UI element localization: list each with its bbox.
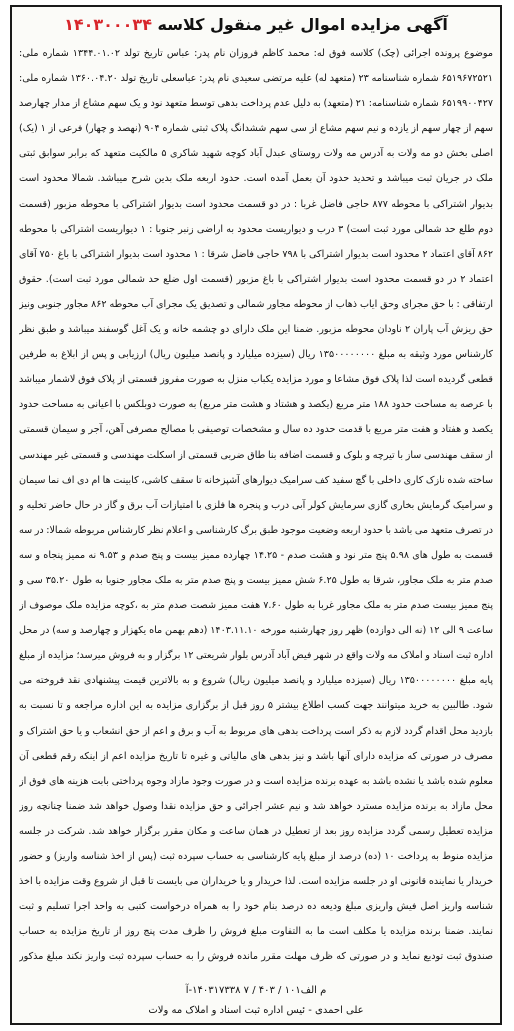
notice-case-number: ۱۴۰۳۰۰۰۳۴ <box>64 15 152 34</box>
notice-body: موضوع پرونده اجرائی (چک) کلاسه فوق له: محمد کاظم فروزان نام پدر: عباس تاریخ تولد ۱۳۴۴.۰۱.۰۲ شماره ملی: ۶۵۱۹۶۷۲۵۲۱ شماره شناسنامه ۲۳ (متعهد له) علیه مرتضی سعیدی نام پدر: عباسعلی تاریخ تولد ۱۳۶۰.۰۴.۲۰ شماره ملی: ۶۵۱۹۹۰۰۴۲۷ شماره شناسنامه: ۲۱ (متعهد) به دلیل عدم پرداخت بدهی توسط متعهد نود و یک سهم مشاع از مدار چهارصد سهم از چهار سهم از یازده و نیم سهم مشاع از سی سهم ششدانگ پلاک ثبتی شماره ۹۰۴ (نهصد و چهار) فرعی از ۱ (یک) اصلی بخش دو مه ولات به آدرس مه ولات روستای عبدل آباد کوچه شهید شاکری ۵ مالکیت متعهد که برابر سوابق ثبتی ملک در جریان ثبت میباشد و تحدید حدود آن بعمل آمده است. حدود اربعه ملک بدین شرح میباشد. شمالا محدود است بدیوار اشتراکی با محوطه ۸۷۷ حاجی فاضل غربا : در دو قسمت محدود است بدیوار اشتراکی با محوطه مزبور (قسمت دوم طلع حد شمالی مورد ثبت است) ۳ درب و دیواریست محدود به اراضی زنبر جنوبا : ۱ دیواریست اشتراکی با محوطه ۸۶۲ آقای اعتماد ۲ محدود است بدیوار اشتراکی با ۷۹۸ حاجی فاضل شرقا : ۱ محدود است بدیوار اشتراکی با باغ ۷۵۰ آقای اعتماد ۲ در دو قسمت محدود است بدیوار اشتراکی با باغ مزبور (قسمت اول ضلع حد شمالی مورد ثبت است). حقوق ارتفاقی : با حق مجرای وحق ایاب ذهاب از محوطه مجاور شمالی و تصدیق یک مجرای آب محوطه ۸۶۲ مجاور جنوبی ونیز حق ریزش آب پاران ۲ ناودان محوطه مزبور. ضمنا این ملک دارای دو چشمه خانه و یک آغل گوسفند میباشد و طبق نظر کارشناس مورد وثیقه به مبلغ ۱۳۵۰۰۰۰۰۰۰۰ ریال (سیزده میلیارد و پانصد میلیون ریال) ارزیابی و پس از ابلاغ به طرفین قطعی گردیده است لذا پلاک فوق مشاعا و مورد مزایده یکباب منزل به صورت مفروز قسمتی از پلاک فوق لاشمار میباشد با عرصه به مساحت حدود ۱۸۸ متر مربع (یکصد و هشتاد و هشت متر مربع) به صورت دوبلکس با اعیانی به مساحت حدود یکصد و هفتاد و هفت متر مربع با قدمت حدود ده سال و مشخصات توصیفی با مصالح مصرفی آهن، آجر و سیمان قسمتی از سقف مهندسی ساز با تیرچه و بلوک و قسمت اضافه بنا طاق ضربی قسمتی از اسکلت مهندسی و قسمتی غیر مهندسی ساخته شده نازک کاری داخلی با گچ سفید کف سرامیک دیوارهای آشپزخانه تا سقف کاشی، کابینت ها ام دی اف نما سیمان و سرامیک گرمایش بخاری گازی سرمایش کولر آبی درب و پنجره ها فلزی با امتیازات آب برق و گاز در حال حاضر تخلیه و در تصرف متعهد می باشد با حدود اربعه وضعیت موجود طبق برگ کارشناسی و اعلام نظر کارشناس مربوطه شمالا: در سه قسمت به طول های ۵.۹۸ پنج متر نود و هشت صدم - ۱۴.۲۵ چهارده ممیز بیست و پنج صدم و ۹.۵۳ نه ممیز پنجاه و سه صدم متر به ملک مجاور، شرقا به طول ۶.۲۵ شش ممیز بیست و پنج صدم متر به ملک مجاور جنوبا به طول ۳۵.۲۰ سی و پنج ممیز بیست صدم متر به ملک مجاور غربا به طول ۷.۶۰ هفت ممیز شصت صدم متر به ،کوچه مزایده ملک موصوف از ساعت ۹ الی ۱۲ (نه الی دوازده) ظهر روز چهارشنبه مورخه ۱۴۰۳.۱۱.۱۰ (دهم بهمن ماه یکهزار و چهارصد و سه) در محل اداره ثبت اسناد و املاک مه ولات واقع در شهر فیض آباد آدرس بلوار شریعتی ۱۲ برگزار و به فروش میرسد؛ مزایده از مبلغ پایه مبلغ ۱۳۵۰۰۰۰۰۰۰۰ ریال (سیزده میلیارد و پانصد میلیون ریال) شروع و به بالاترین قیمت پیشنهادی نقد فروخته می شود. طالبین به خرید میتوانند جهت کسب اطلاع بیشتر ۵ روز قبل از برگزاری مزایده به این اداره مراجعه و تا نسبت به بازدید محل اقدام گردد لازم به ذکر است پرداخت بدهی های مربوط به آب و برق و اعم از حق انشعاب و یا حق اشتراک و مصرف در صورتی که مزایده دارای آنها باشد و نیز بدهی های مالیاتی و غیره تا تاریخ مزایده اعم از اینکه رقم قطعی آن معلوم شده باشد یا نشده باشد به عهده برنده مزایده است و در صورت وجود مازاد وجوه پرداختی بابت هزینه های فوق از محل مازاد به برنده مزایده مسترد خواهد شد و نیم عشر اجرائی و حق مزایده نقدا وصول خواهد شد ضمنا چنانچه روز مزایده تعطیل رسمی گردد مزایده روز بعد از تعطیل در همان ساعت و مکان مقرر برگزار خواهد شد. شرکت در جلسه مزایده منوط به پرداخت ۱۰ (ده) درصد از مبلغ پایه کارشناسی به حساب سپرده ثبت (پس از اخذ شناسه واریز) و حضور خریدار یا نماینده قانونی او در جلسه مزایده است. لذا خریدار و یا خریداران می بایست تا قبل از شروع وقت مزایده با اخذ شناسه واریز اصل فیش واریزی مبلغ ودیعه ده درصد بنام خود را به همراه درخواست کتبی به واحد اجرا تسلیم و ثبت نمایند. ضمنا برنده مزایده یا مکلف است ما به التفاوت مبلغ فروش را ظرف مدت پنج روز از تاریخ مزایده به حساب صندوق ثبت تودیع نماید و در صورتی که ظرف مهلت مقرر مانده فروش را به حساب سپرده ثبت واریز نکند مبلغ مذکور <box>19 48 493 963</box>
notice-title <box>19 13 493 37</box>
notice-reference: م الف۱۰۱ / ۴۰۳ / ۷ ۱۴۰۳۱۷۳۳۸-آ <box>185 985 327 996</box>
auction-notice <box>10 5 502 1025</box>
notice-title-prefix: آگهی مزایده اموال غیر منقول کلاسه <box>151 15 448 34</box>
notice-signature: علی احمدی - ئیس اداره ثبت اسناد و املاک مه ولات <box>148 1005 364 1016</box>
